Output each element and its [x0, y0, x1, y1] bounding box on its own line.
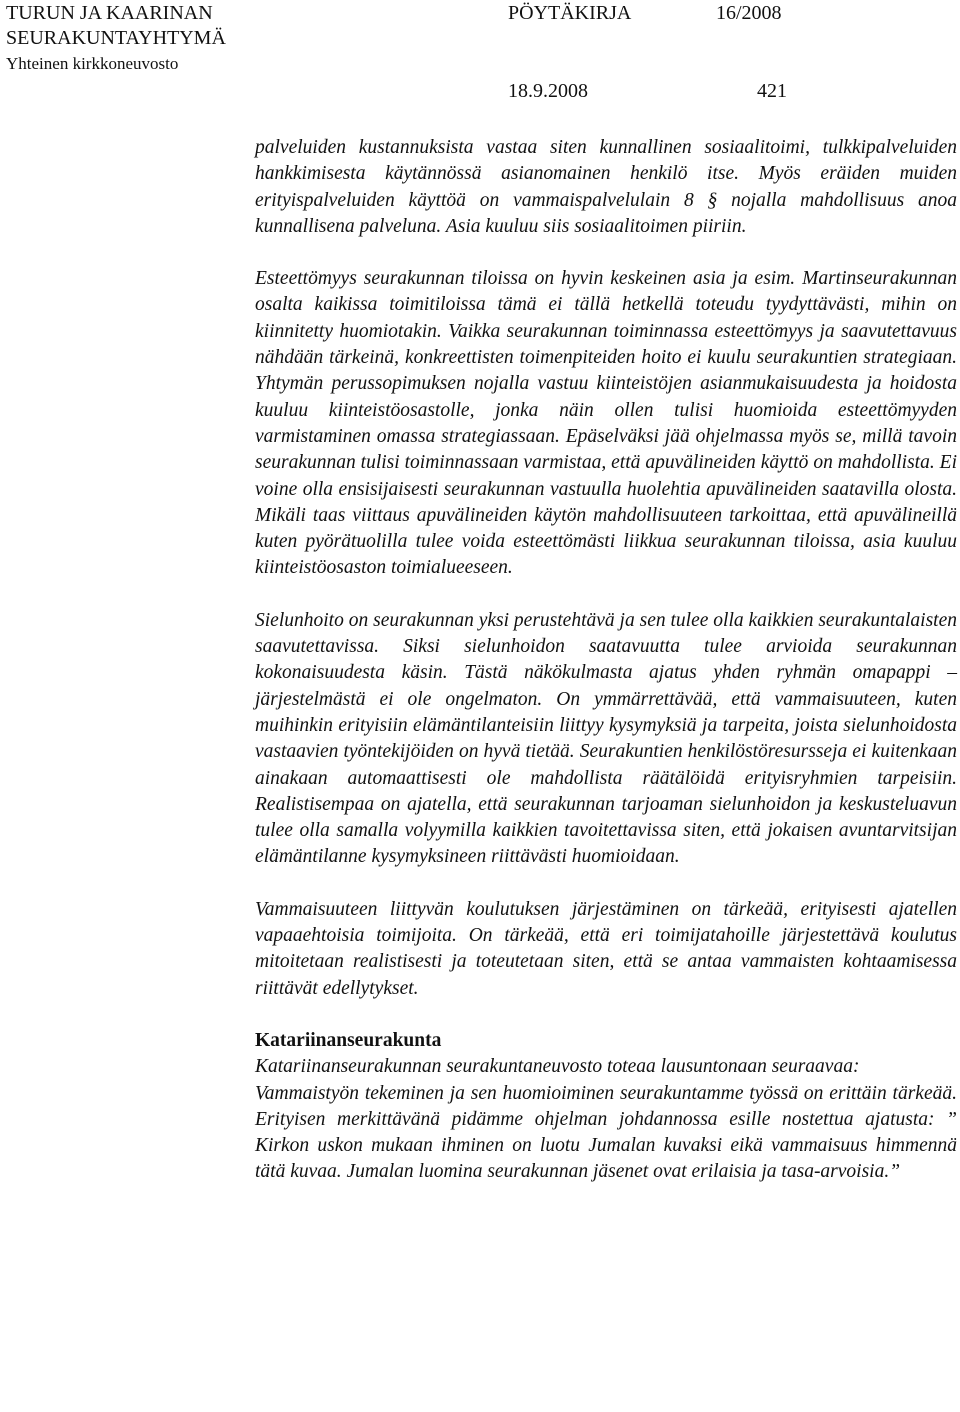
paragraph: Esteettömyys seurakunnan tiloissa on hyvin keskeinen asia ja esim. Martinseurakunnan osalta kaikissa toimitiloissa tämä ei tällä hetkellä toteudu tyydyttävästi, mihin on kiinnitetty huomiotakin. Vaikka seurakunnan toiminnassa esteettömyys ja saavutettavuus nähdään tärkeinä, konkreettisten toimenpiteiden hoito ei kuulu seurakuntien strategiaan. Yhtymän perussopimuksen nojalla vastuu kiinteistöjen asianmukaisuudesta ja hoidosta kuuluu kiinteistöosastolle, jonka näin ollen tulisi huomioida esteettömyyden varmistaminen omassa strategiassaan. Epäselväksi jää ohjelmassa myös se, millä tavoin seurakunnan tulisi toiminnassaan varmistaa, että apuvälineiden käyttö on mahdollista. Ei voine olla ensisijaisesti seurakunnan vastuulla huolehtia apuvälineiden saatavilla olosta. Mikäli taas viittaus apuvälineiden käytön mahdollisuuteen tarkoittaa, että apuvälineillä kuten pyörätuolilla tulee voida esteettömästi liikkua seurakunnan tiloissa, asia kuuluu kiinteistöosaston toimialueeseen.	[255, 268, 957, 579]
paragraph: Sielunhoito on seurakunnan yksi perustehtävä ja sen tulee olla kaikkien seurakuntalaisten saavutettavissa. Siksi sielunhoidon saatavuutta tulee arvioida seurakunnan kokonaisuudesta käsin. Tästä näkökulmasta ajatus yhden ryhmän omapappi –järjestelmästä ei ole ongelmaton. On ymmärrettävää, että vammaisuuteen, kuten muihinkin erityisiin elämäntilanteisiin liittyy kysymyksiä ja tarpeita, joista sielunhoidosta vastaavien työntekijöiden on hyvä tietää. Seurakuntien henkilöstöresursseja ei kuitenkaan ainakaan automaattisesti ole mahdollista räätälöidä erityisryhmien tarpeisiin. Realistisempaa on ajatella, että seurakunnan tarjoaman sielunhoidon ja keskusteluavun tulee olla samalla volyymilla kaikkien tavoitettavissa siten, että jokaisen avuntarvitsijan elämäntilanne kysymyksineen riittävästi huomioidaan.	[255, 609, 957, 868]
paragraph: palveluiden kustannuksista vastaa siten kunnallinen sosiaalitoimi, tulkkipalveluiden hankkimisesta käytännössä asianomainen henkilö itse. Myös eräiden muiden erityispalveluiden käyttöä on vammaispalvelulain 8 § nojalla mahdollisuus anoa kunnallisena palveluna. Asia kuuluu siis sosiaalitoimen piiriin.	[255, 137, 957, 237]
meeting-date: 18.9.2008	[508, 80, 588, 102]
paragraph: Vammaisuuteen liittyvän koulutuksen järjestäminen on tärkeää, erityisesti ajatellen vapaaehtoisia toimijoita. On tärkeää, että eri toimijatahoille järjestettävä koulutus mitoitetaan realistisesti ja toteutetaan siten, että se antaa vammaisten kohtaamisessa riittävät edellytykset.	[255, 898, 957, 999]
section-heading: Katariinanseurakunta	[255, 1029, 442, 1051]
doc-number: 16/2008	[716, 2, 782, 24]
section-quote: Vammaistyön tekeminen ja sen huomioiminen seurakuntamme työssä on erittäin tärkeää. Erityisen merkittävänä pidämme ohjelman johdannossa esille nostettua ajatusta: ” Kirkon uskon mukaan ihminen on luotu Jumalan kuvaksi eikä vammaisuus himmennä tätä kuvaa. Jumalan luomina seurakunnan jäsenet ovat erilaisia ja tasa-arvoisia.”	[255, 1082, 957, 1183]
section-intro: Katariinanseurakunnan seurakuntaneuvosto toteaa lausuntonaan seuraavaa:	[255, 1056, 860, 1078]
org-name: TURUN JA KAARINAN	[6, 2, 213, 24]
doc-type: PÖYTÄKIRJA	[508, 2, 632, 24]
org-unit: SEURAKUNTAYHTYMÄ	[6, 27, 226, 49]
document-body	[255, 135, 957, 1186]
page-number: 421	[757, 80, 787, 102]
board-name: Yhteinen kirkkoneuvosto	[6, 54, 179, 73]
